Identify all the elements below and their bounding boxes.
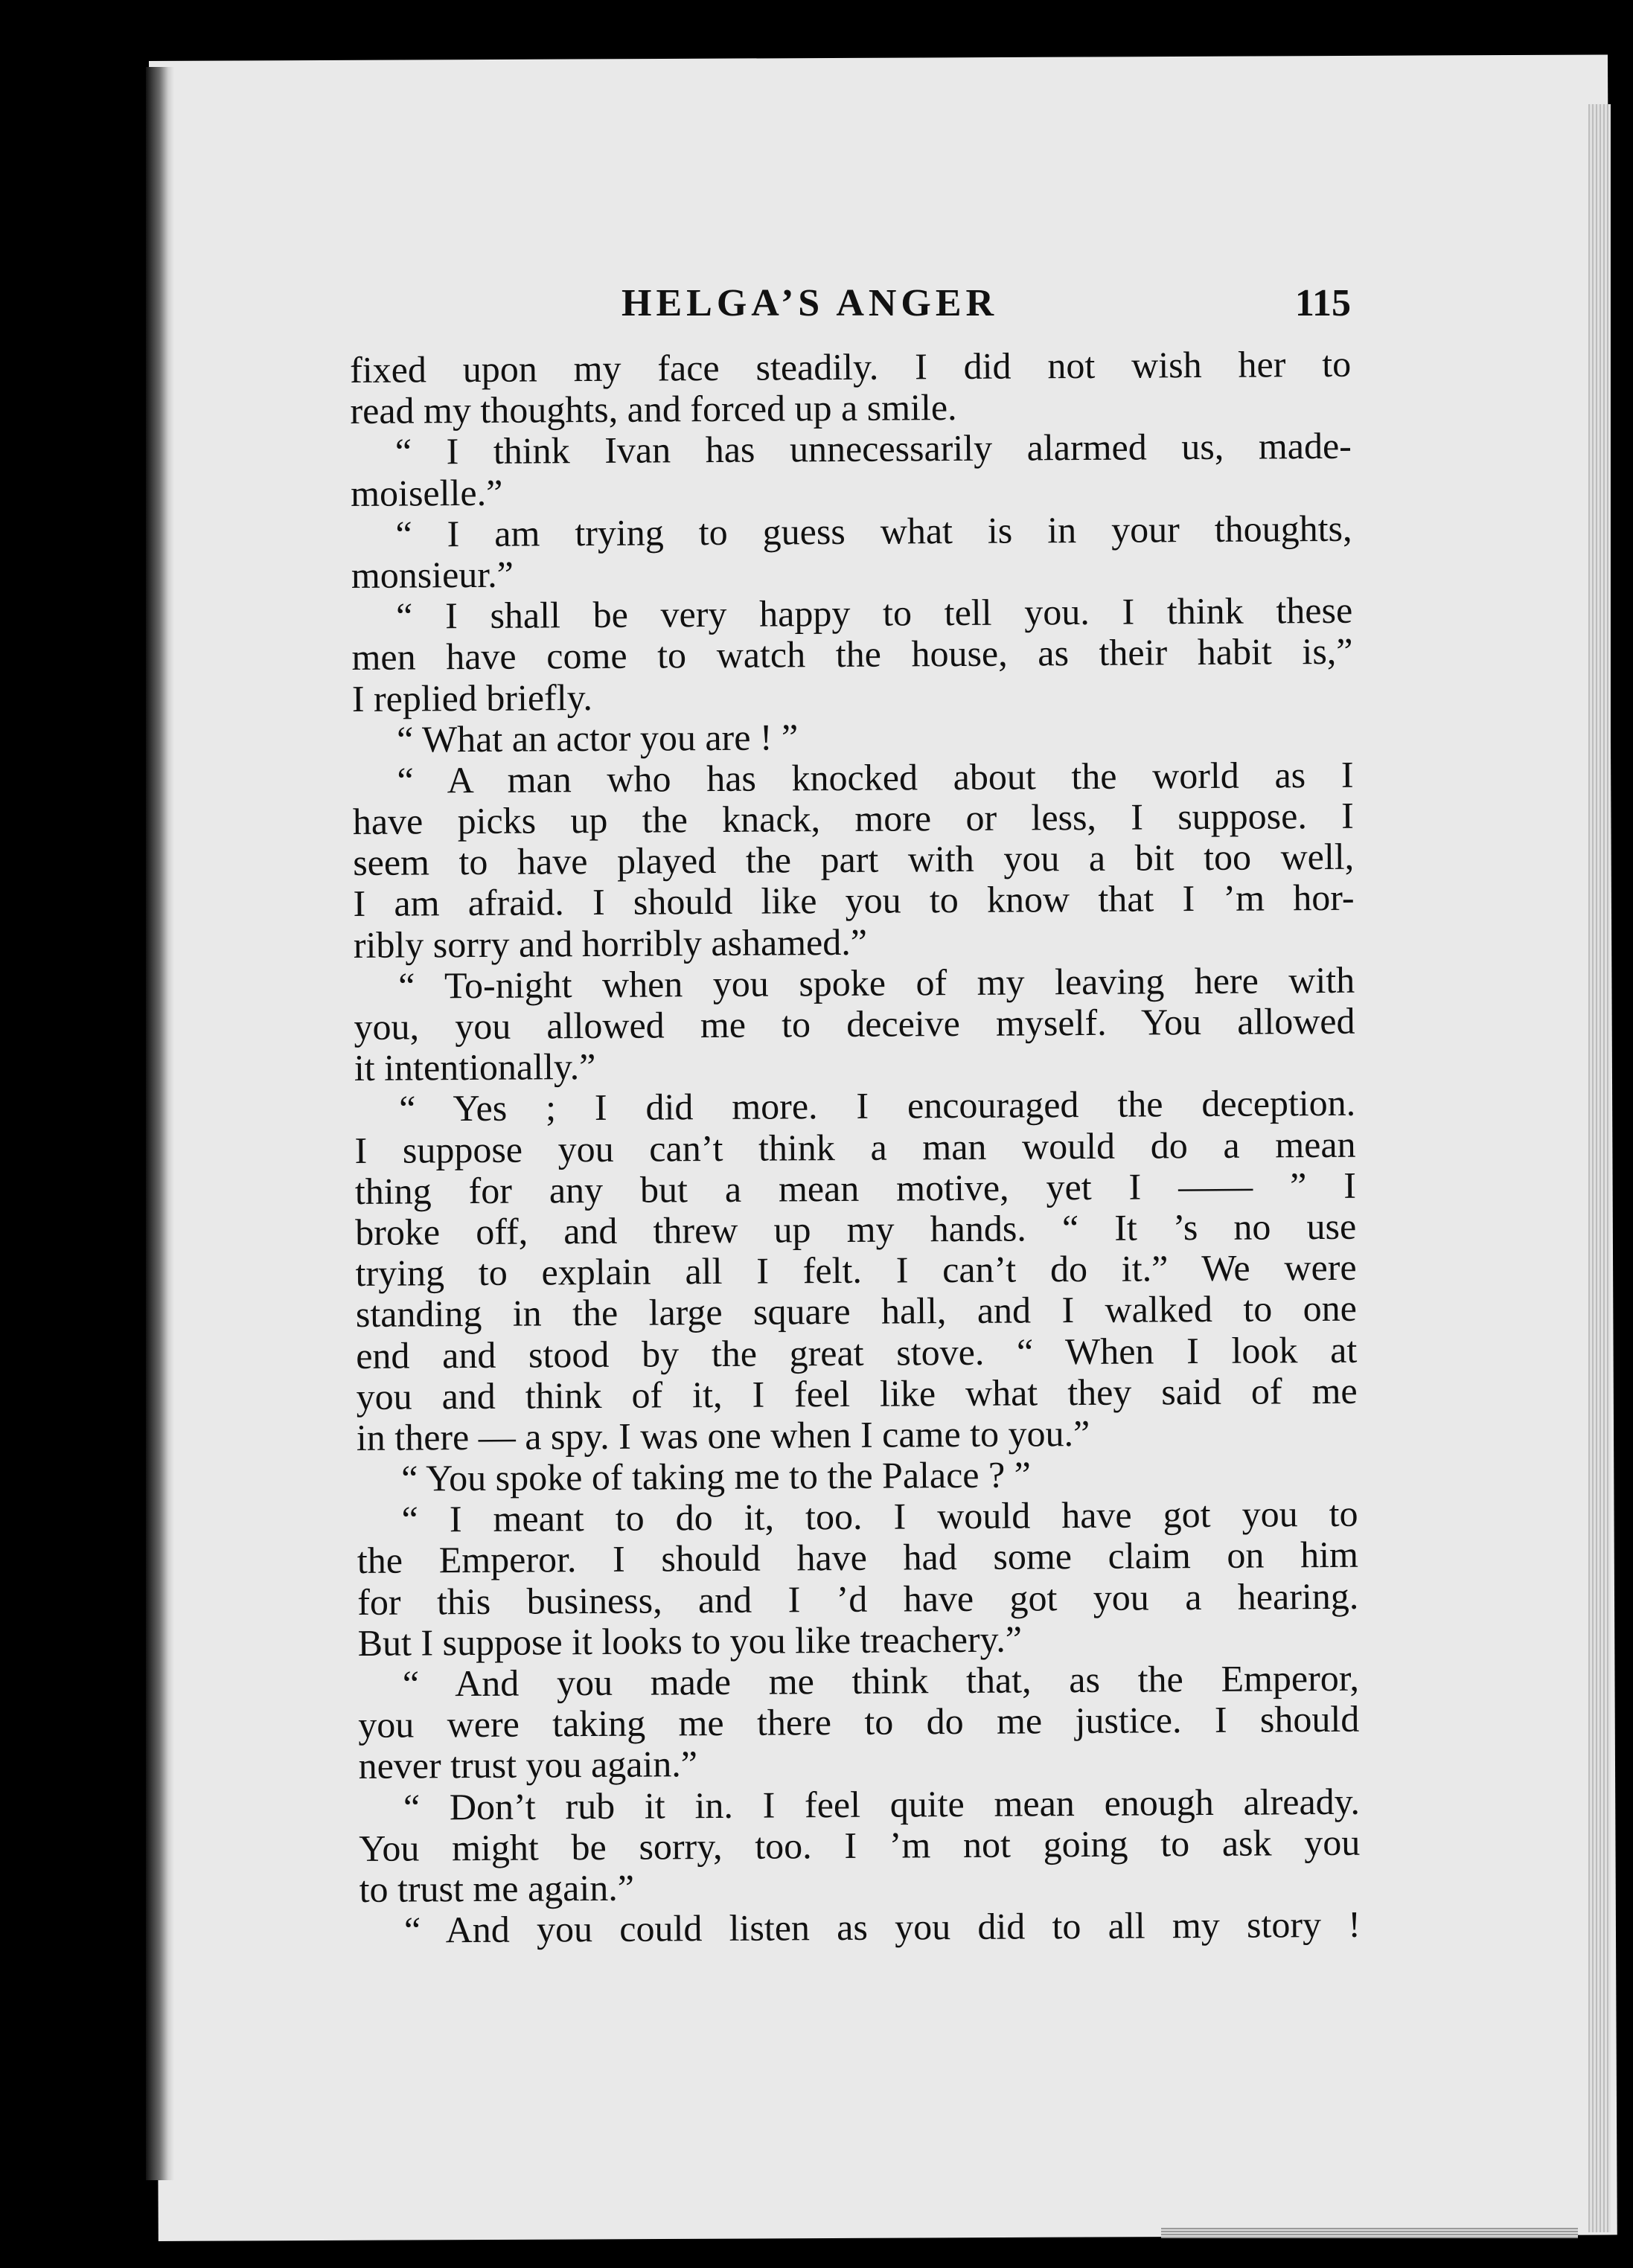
text-line: thing for any but a mean motive, yet I —— ” I	[354, 1164, 1357, 1212]
text-line: “ I shall be very happy to tell you. I think these	[396, 589, 1353, 637]
text-line: “ I meant to do it, too. I would have got you to	[401, 1493, 1358, 1540]
text-line: moiselle.”	[351, 471, 503, 514]
text-line: I replied briefly.	[351, 676, 593, 720]
text-line: in there — a spy. I was one when I came to you.”	[356, 1412, 1090, 1458]
page-edges	[1588, 104, 1611, 2232]
text-line: “ I am trying to guess what is in your thoughts,	[395, 507, 1352, 555]
page-edges-bottom	[1161, 2228, 1578, 2238]
text-line: I am afraid. I should like you to know that I ’m hor-	[353, 877, 1355, 925]
text-line: ribly sorry and horribly ashamed.”	[353, 920, 868, 966]
text-line: the Emperor. I should have had some claim on him	[357, 1534, 1359, 1582]
text-line: you and think of it, I feel like what they said of me	[356, 1369, 1358, 1418]
text-line: have picks up the knack, more or less, I suppose. I	[352, 794, 1355, 843]
text-line: “ And you made me think that, as the Emperor,	[402, 1656, 1360, 1705]
text-line: end and stood by the great stove. “ When I look at	[356, 1328, 1358, 1377]
text-line: “ You spoke of taking me to the Palace ? ”	[401, 1453, 1032, 1499]
text-line: “ To-night when you spoke of my leaving here with	[398, 958, 1355, 1007]
running-head: HELGA’S ANGER	[621, 282, 999, 324]
text-line: you were taking me there to do me justice. I should	[358, 1697, 1360, 1746]
text-line: standing in the large square hall, and I walked to one	[355, 1287, 1358, 1336]
text-line: broke off, and threw up my hands. “ It ’s no use	[355, 1205, 1357, 1253]
text-line: it intentionally.”	[354, 1045, 596, 1089]
text-line: to trust me again.”	[359, 1866, 635, 1910]
text-line: seem to have played the part with you a bit too well,	[353, 836, 1355, 884]
text-line: read my thoughts, and forced up a smile.	[350, 386, 957, 432]
text-line: “ And you could listen as you did to all my story !	[403, 1903, 1361, 1951]
text-line: never trust you again.”	[358, 1743, 698, 1787]
text-line: “ A man who has knocked about the world as I	[397, 753, 1354, 801]
text-line: I suppose you can’t think a man would do a mean	[354, 1123, 1356, 1171]
text-line: for this business, and I ’d have got you a hearing.	[357, 1575, 1359, 1623]
text-line: men have come to watch the house, as their habit is,”	[351, 630, 1353, 679]
text-line: fixed upon my face steadily. I did not wish her to	[349, 342, 1352, 391]
text-line: monsieur.”	[351, 553, 514, 596]
text-line: you, you allowed me to deceive myself. You allowed	[354, 999, 1355, 1048]
page-header	[621, 281, 1351, 333]
page-number: 115	[1294, 282, 1351, 324]
text-line: “ Don’t rub it in. I feel quite mean enough already.	[403, 1780, 1361, 1828]
book-gutter	[146, 67, 174, 2180]
text-line: You might be sorry, too. I ’m not going to ask you	[359, 1821, 1361, 1869]
body-text	[350, 344, 1361, 1951]
text-line: “ What an actor you are ! ”	[397, 716, 799, 760]
text-line: trying to explain all I felt. I can’t do it.” We were	[355, 1246, 1357, 1295]
text-line: But I suppose it looks to you like treachery.”	[357, 1618, 1023, 1664]
text-line: “ I think Ivan has unnecessarily alarmed us, made-	[394, 425, 1352, 473]
text-line: “ Yes ; I did more. I encouraged the deception.	[399, 1082, 1356, 1130]
